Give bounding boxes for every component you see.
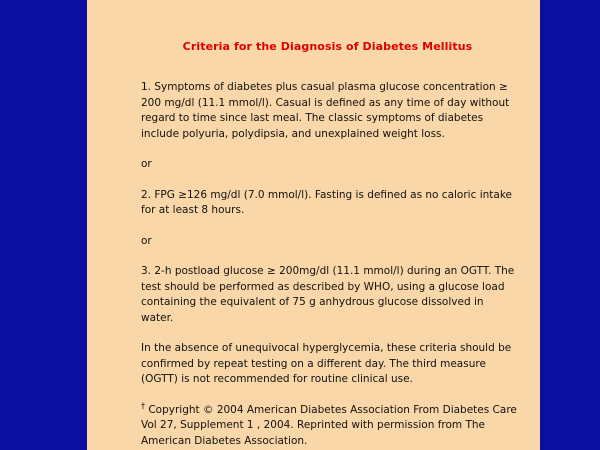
separator-or-1: or xyxy=(141,158,152,170)
copyright-text: Copyright © 2004 American Diabetes Association From Diabetes Care Vol 27, Supplement 1 , 2004. Reprinted with permission from The American Diabetes Association. xyxy=(141,403,517,447)
criterion-3: 3. 2-h postload glucose ≥ 200mg/dl (11.1 mmol/l) during an OGTT. The test should be performed as described by WHO, using a glucose load containing the equivalent of 75 g anhydrous glucose dissolved in water. xyxy=(141,265,515,324)
separator-or-2: or xyxy=(141,234,152,247)
dagger-symbol: † xyxy=(141,401,145,410)
copyright-notice xyxy=(141,403,518,450)
page-title: Criteria for the Diagnosis of Diabetes Mellitus xyxy=(182,40,473,53)
note-paragraph: In the absence of unequivocal hyperglycemia, these criteria should be confirmed by repeat testing on a different day. The third measure (OGTT) is not recommended for routine clinical use. xyxy=(141,342,512,385)
criterion-2: 2. FPG ≥126 mg/dl (7.0 mmol/l). Fasting is defined as no caloric intake for at least 8 hours. xyxy=(141,188,512,216)
document-page xyxy=(87,0,540,450)
criterion-1: 1. Symptoms of diabetes plus casual plasma glucose concentration ≥ 200 mg/dl (11.1 mmol/l). Casual is defined as any time of day without regard to time since last meal. The classic symptoms of diabetes include polyuria, polydipsia, and unexplained weight loss. xyxy=(141,81,510,140)
